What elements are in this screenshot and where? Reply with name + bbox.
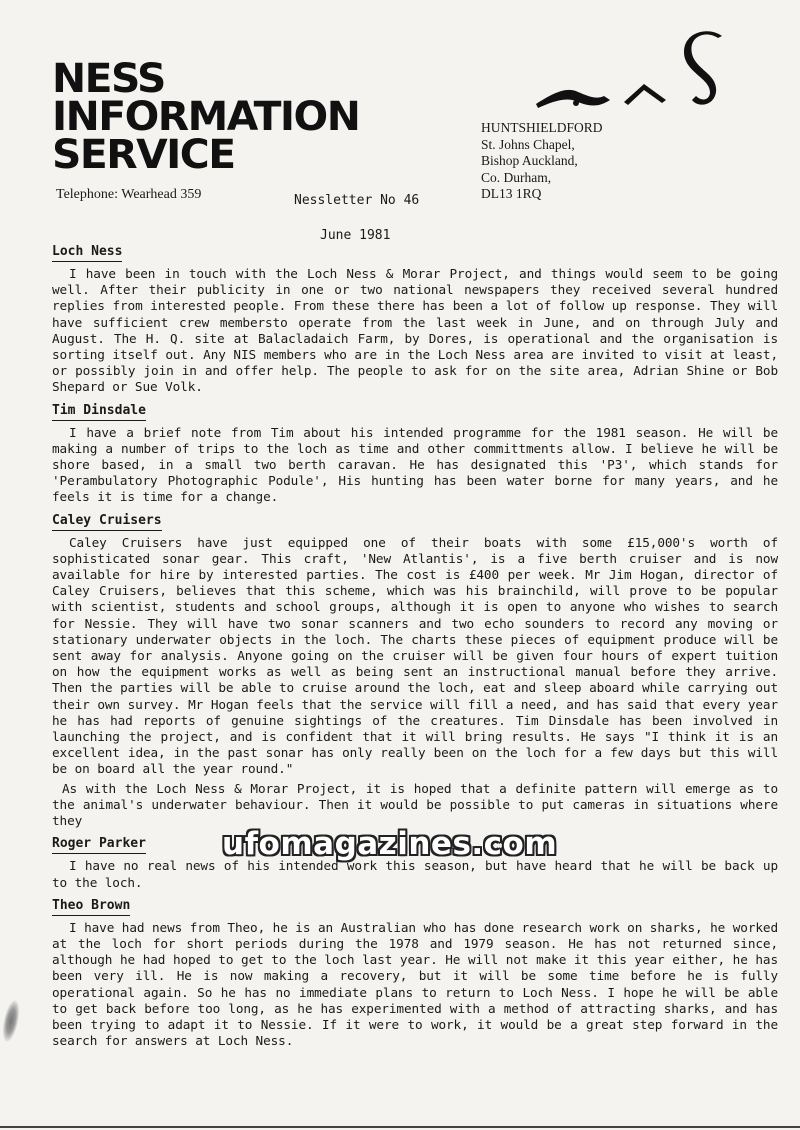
address-line: St. Johns Chapel, <box>481 136 575 152</box>
address-line: Co. Durham, <box>481 169 552 185</box>
section-loch-ness <box>52 240 778 396</box>
logo-dot <box>573 100 579 106</box>
address-block <box>481 120 603 203</box>
section-paragraph: I have a brief note from Tim about his intended programme for the 1981 season. He will be making a number of trips to the loch as time and other committments allow. I believe he will be shore based, in a small two berth caravan. He has designated this 'P3', which stands for 'Perambulatory Photographic Podule', His hunting has been water borne for many years, and he feels it is time for a change. <box>52 424 778 505</box>
logo-peak-a <box>624 84 666 105</box>
address-line: HUNTSHIELDFORD <box>481 120 603 135</box>
section-heading: Tim Dinsdale <box>52 403 146 421</box>
newsletter-number: Nessletter No 46 <box>294 193 420 208</box>
section-paragraph: Caley Cruisers have just equipped one of their boats with some £15,000's worth of sophisticated sonar gear. This craft, 'New Atlantis', is a five berth cruiser and is now available for hire by interested parties. The cost is £400 per week. Mr Jim Hogan, director of Caley Cruisers, believes that this scheme, which was his brainchild, will prove to be popular with scientist, students and school groups, although it is open to anyone who wishes to search for Nessie. They will have two sonar scanners and two echo sounders to record any moving or stationary underwater objects in the loch. The charts these pieces of equipment produce will be sent away for analysis. Anyone going on the cruiser will be given four hours of expert tuition on how the equipment works as well as being sent an instructional manual before they arrive. Then the parties will be able to cruise around the loch, eat and sleep aboard while carrying out their own survey. Mr Hogan feels that the service will fill a need, and has said that every year he has had reports of genuine sightings of the creatures. Tim Dinsdale has been involved in launching the project, and is confident that it will bring results. He says "I think it is an excellent idea, in the past sonar has only really been on the loch for a few days but this will be on board all the year round." <box>52 534 778 777</box>
watermark: ufomagazines.com <box>222 826 558 862</box>
section-theo-brown <box>52 894 778 1050</box>
section-paragraph: I have been in touch with the Loch Ness & Morar Project, and things would seem to be going well. After their publicity in one or two national newspapers they received several hundred replies from interested people. From these there has been a lot of follow up response. They will have sufficient crew membersto operate from the last week in June, and on through July and August. The H. Q. site at Balacladaich Farm, by Dores, is operational and the organisation is sorting itself out. Any NIS members who are in the Loch Ness area are invited to visit at least, or possibly join in and offer help. The people to ask for on the site area, Adrian Shine or Bob Shepard or Sue Volk. <box>52 266 778 395</box>
telephone: Telephone: Wearhead 359 <box>56 187 202 202</box>
issue-date: June 1981 <box>320 228 391 243</box>
nis-logo <box>532 30 732 110</box>
section-heading: Theo Brown <box>52 898 130 916</box>
masthead-line: SERVICE <box>52 132 235 178</box>
masthead-line: INFORMATION <box>52 94 360 140</box>
section-paragraph: I have had news from Theo, he is an Australian who has done research work on sharks, he worked at the loch for short periods during the 1978 and 1979 season. He has not returned since, although he had hoped to get to the loch last year. He will not make it this year either, he has been very ill. He is now making a recovery, but it will be some time before he is fully operational again. So he has no immediate plans to return to Loch Ness. I hope he will be able to get back before too long, as he has experimented with a method of attracting sharks, and has been trying to adapt it to Nessie. If it were to work, it would be a great step forward in the search for answers at Loch Ness. <box>52 919 778 1049</box>
page-smudge <box>0 999 22 1043</box>
section-paragraph: I have no real news of his intended work this season, but have heard that he will be back up to the loch. <box>52 858 778 890</box>
article-body <box>52 240 778 1052</box>
masthead-line: NESS <box>52 56 165 102</box>
page-bottom-edge <box>0 1126 800 1128</box>
section-tim-dinsdale <box>52 399 778 506</box>
masthead-title <box>52 56 360 178</box>
section-heading: Loch Ness <box>52 244 122 262</box>
section-heading: Roger Parker <box>52 836 146 854</box>
logo-s <box>684 31 722 104</box>
address-line: Bishop Auckland, <box>481 153 578 168</box>
address-line: DL13 1RQ <box>481 186 542 201</box>
section-paragraph: As with the Loch Ness & Morar Project, it is hoped that a definite pattern will emerge as to the animal's underwater behaviour. Then it would be possible to put cameras in situations where they <box>52 780 778 829</box>
section-caley-cruisers <box>52 509 778 830</box>
logo-wave-n <box>536 90 610 108</box>
section-heading: Caley Cruisers <box>52 513 162 531</box>
